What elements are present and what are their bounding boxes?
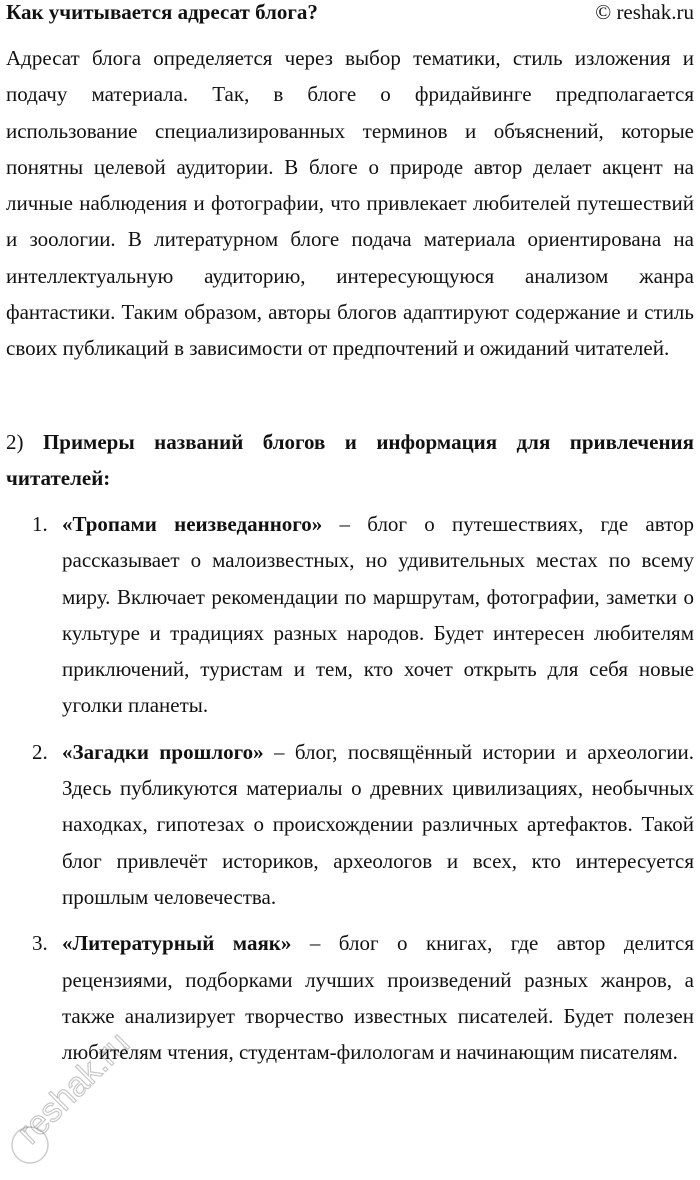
list-item-title: «Литературный маяк» — [62, 931, 292, 956]
list-item-number: 1. — [32, 512, 48, 536]
list-item-title: «Загадки прошлого» — [62, 739, 264, 764]
intro-paragraph: Адресат блога определяется через выбор тематики, стиль изложения и подачу материала. Так, в блоге о фридайвинге предполагается использование специализированных терминов и объяснений, которые понятны целевой аудитории. В блоге о природе автор делает акцент на личные наблюдения и фотографии, что привлекает любителей путешествий и зоологии. В литературном блоге подача материала ориентирована на интеллектуальную аудиторию, интересующуюся анализом жанра фантастики. Таким образом, авторы блогов адаптируют содержание и стиль своих публикаций в зависимости от предпочтений и ожиданий читателей. — [6, 46, 694, 361]
list-item-number: 2. — [32, 739, 48, 764]
section-heading — [6, 424, 694, 497]
list-item — [0, 506, 694, 724]
list-item-number: 3. — [32, 931, 48, 956]
list-item-text: – блог о книгах, где автор делится рецензиями, подборками лучших произведений разных жанров, а также анализирует творчество известных писателей. Будет полезен любителям чтения, студентам-филологам и начинающим писателям. — [62, 931, 694, 1065]
list-item-text: – блог, посвящённый истории и археологии. Здесь публикуются материалы о древних цивилизациях, необычных находках, гипотезах о происхождении различных артефактов. Такой блог привлечёт историков, археологов и всех, кто интересуется прошлым человечества. — [62, 739, 695, 909]
section-heading-text: Примеры названий блогов и информация для привлечения читателей: — [6, 430, 695, 491]
list-item-title: «Тропами неизведанного» — [62, 512, 323, 536]
page-title: Как учитывается адресат блога? — [6, 0, 318, 24]
section-number: 2) — [6, 430, 24, 454]
page-header — [6, 0, 694, 26]
list-item-text: – блог о путешествиях, где автор рассказывает о малоизвестных, но удивительных местах по всему миру. Включает рекомендации по маршрутам, фотографии, заметки о культуре и традициях разных народов. Будет интересен любителям приключений, туристам и тем, кто хочет открыть для себя новые уголки планеты. — [62, 512, 694, 718]
list-item — [0, 925, 694, 1070]
copyright-circle-icon — [12, 1127, 48, 1163]
source-label: © reshak.ru — [595, 0, 694, 24]
watermark-text: reshak.ru — [9, 1024, 138, 1152]
blog-examples-list — [0, 506, 694, 1080]
list-item — [0, 734, 694, 915]
